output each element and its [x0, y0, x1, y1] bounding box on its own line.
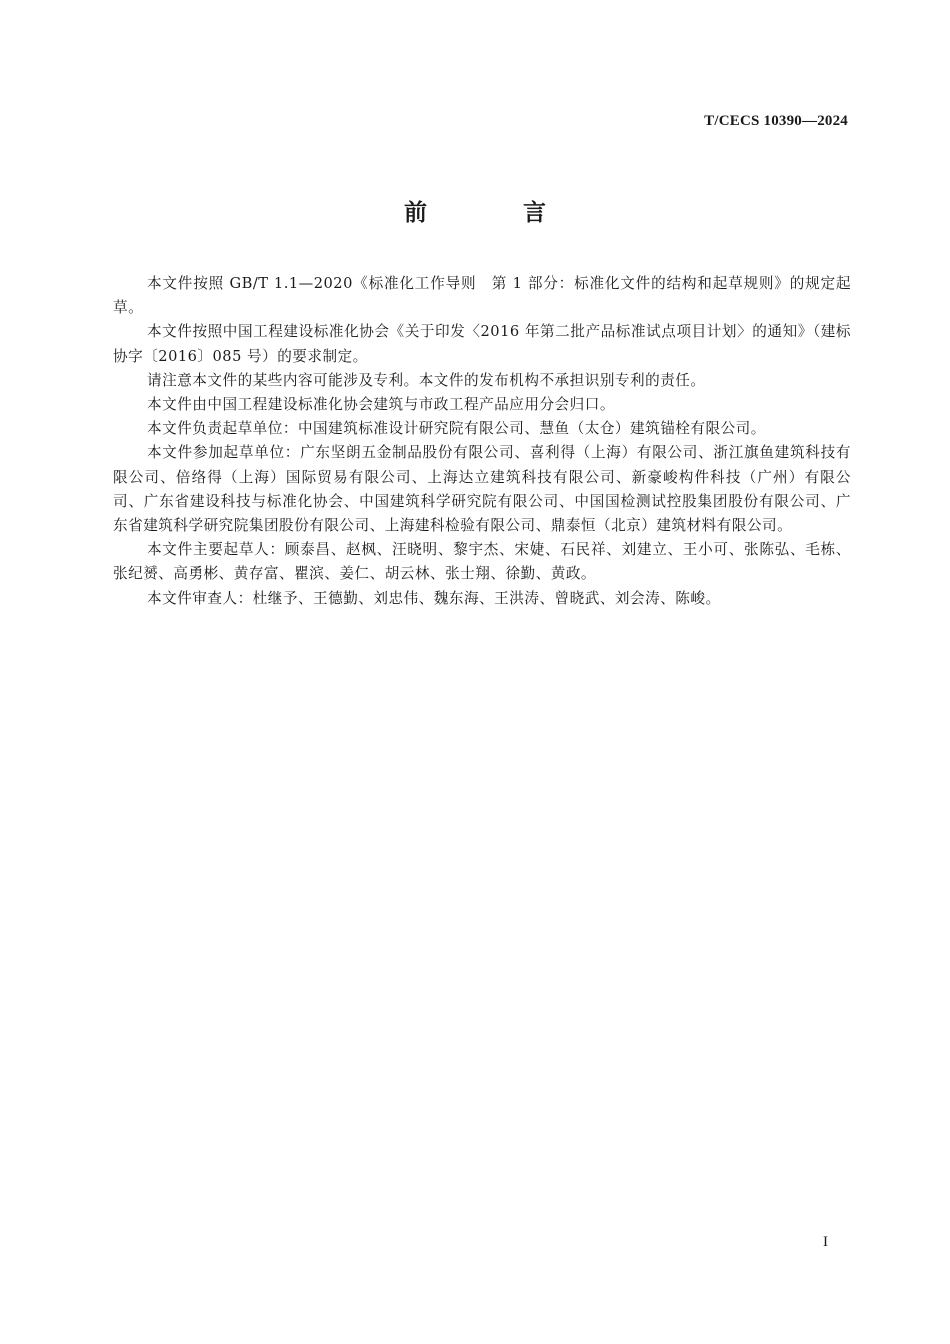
paragraph-project-plan: 本文件按照中国工程建设标准化协会《关于印发〈2016 年第二批产品标准试点项目计划〉的通知》（建标协字〔2016〕085 号）的要求制定。: [113, 323, 851, 365]
paragraph-main-drafters: 本文件主要起草人：顾泰昌、赵枫、汪晓明、黎宇杰、宋婕、石民祥、刘建立、王小可、张陈弘、毛栋、张纪赟、高勇彬、黄存富、瞿滨、姜仁、胡云林、张士翔、徐勤、黄政。: [113, 541, 851, 583]
page-number: I: [823, 1234, 828, 1250]
paragraph-reviewers: 本文件审查人：杜继予、王德勤、刘忠伟、魏东海、王洪涛、曾晓武、刘会涛、陈峻。: [147, 589, 721, 607]
paragraph-participating-units: 本文件参加起草单位：广东坚朗五金制品股份有限公司、喜利得（上海）有限公司、浙江旗鱼建筑科技有限公司、倍络得（上海）国际贸易有限公司、上海达立建筑科技有限公司、新豪峻构件科技（广州）有限公司、广东省建设科技与标准化协会、中国建筑科学研究院有限公司、中国国检测试控股集团股份有限公司、广东省建筑科学研究院集团股份有限公司、上海建科检验有限公司、鼎泰恒（北京）建筑材料有限公司。: [113, 444, 851, 535]
page-title: 前 言: [403, 200, 590, 226]
paragraph-patent-notice: 请注意本文件的某些内容可能涉及专利。本文件的发布机构不承担识别专利的责任。: [147, 371, 706, 389]
foreword-body: [113, 272, 851, 611]
paragraph-lead-drafters: 本文件负责起草单位：中国建筑标准设计研究院有限公司、慧鱼（太仓）建筑锚栓有限公司。: [147, 420, 766, 438]
standard-code: T/CECS 10390—2024: [704, 113, 848, 129]
paragraph-drafting-rules: 本文件按照 GB/T 1.1—2020《标准化工作导则 第 1 部分：标准化文件的结构和起草规则》的规定起草。: [113, 275, 851, 317]
paragraph-responsible-committee: 本文件由中国工程建设标准化协会建筑与市政工程产品应用分会归口。: [147, 396, 615, 414]
